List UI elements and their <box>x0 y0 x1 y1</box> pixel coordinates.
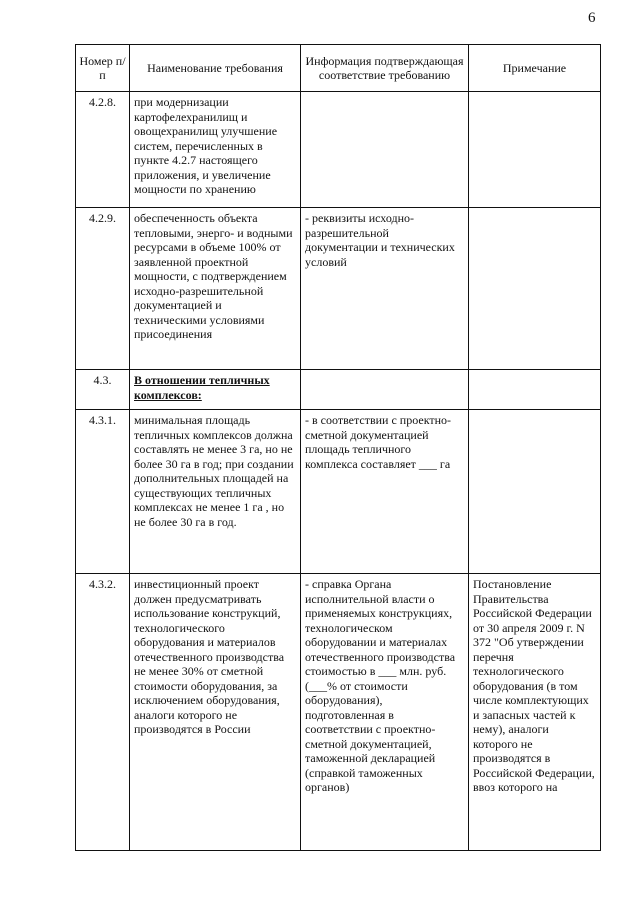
table-row-section <box>76 370 601 410</box>
row-note <box>469 370 601 410</box>
row-number: 4.3. <box>76 370 130 410</box>
table-row <box>76 410 601 574</box>
row-requirement: при модернизации картофелехранилищ и овощехранилищ улучшение систем, перечисленных в пункте 4.2.7 настоящего приложения, и увеличение мощности по хранению <box>130 92 301 208</box>
table-row <box>76 574 601 851</box>
requirements-table <box>75 44 601 851</box>
header-requirement-name: Наименование требования <box>130 45 301 92</box>
header-note: Примечание <box>469 45 601 92</box>
row-number: 4.3.2. <box>76 574 130 851</box>
header-confirming-info: Информация подтверждающая соответствие требованию <box>301 45 469 92</box>
row-note <box>469 208 601 370</box>
table-header-row <box>76 45 601 92</box>
row-requirement: минимальная площадь тепличных комплексов должна составлять не менее 3 га, но не более 30 га в год; при создании дополнительных площадей на существующих тепличных комплексах не менее 1 га , но не более 30 га в год. <box>130 410 301 574</box>
row-number: 4.2.9. <box>76 208 130 370</box>
row-requirement: инвестиционный проект должен предусматривать использование конструкций, технологического оборудования и материалов отечественного производства не менее 30% от сметной стоимости оборудования, за исключением оборудования, аналоги которого не производятся в России <box>130 574 301 851</box>
row-number: 4.2.8. <box>76 92 130 208</box>
row-requirement: обеспеченность объекта тепловыми, энерго- и водными ресурсами в объеме 100% от заявленной проектной мощности, с подтверждением исходно-разрешительной документацией и техническими условиями присоединения <box>130 208 301 370</box>
page-number: 6 <box>588 10 596 26</box>
table-row <box>76 92 601 208</box>
row-info: - в соответствии с проектно-сметной документацией площадь тепличного комплекса составляет ___ га <box>301 410 469 574</box>
row-info <box>301 92 469 208</box>
row-note <box>469 410 601 574</box>
header-number: Номер п/п <box>76 45 130 92</box>
row-note <box>469 92 601 208</box>
row-info <box>301 370 469 410</box>
row-info: - реквизиты исходно-разрешительной документации и технических условий <box>301 208 469 370</box>
row-info: - справка Органа исполнительной власти о применяемых конструкциях, технологическом оборудовании и материалах отечественного производства стоимостью в ___ млн. руб. (___% от стоимости оборудования), подготовленная в соответствии с проектно-сметной документацией, таможенной декларацией (справкой таможенных органов) <box>301 574 469 851</box>
section-title: В отношении тепличных комплексов: <box>130 370 301 410</box>
row-note: Постановление Правительства Российской Федерации от 30 апреля 2009 г. N 372 "Об утверждении перечня технологического оборудования (в том числе комплектующих и запасных частей к нему), аналоги которого не производятся в Российской Федерации, ввоз которого на <box>469 574 601 851</box>
row-number: 4.3.1. <box>76 410 130 574</box>
table-row <box>76 208 601 370</box>
